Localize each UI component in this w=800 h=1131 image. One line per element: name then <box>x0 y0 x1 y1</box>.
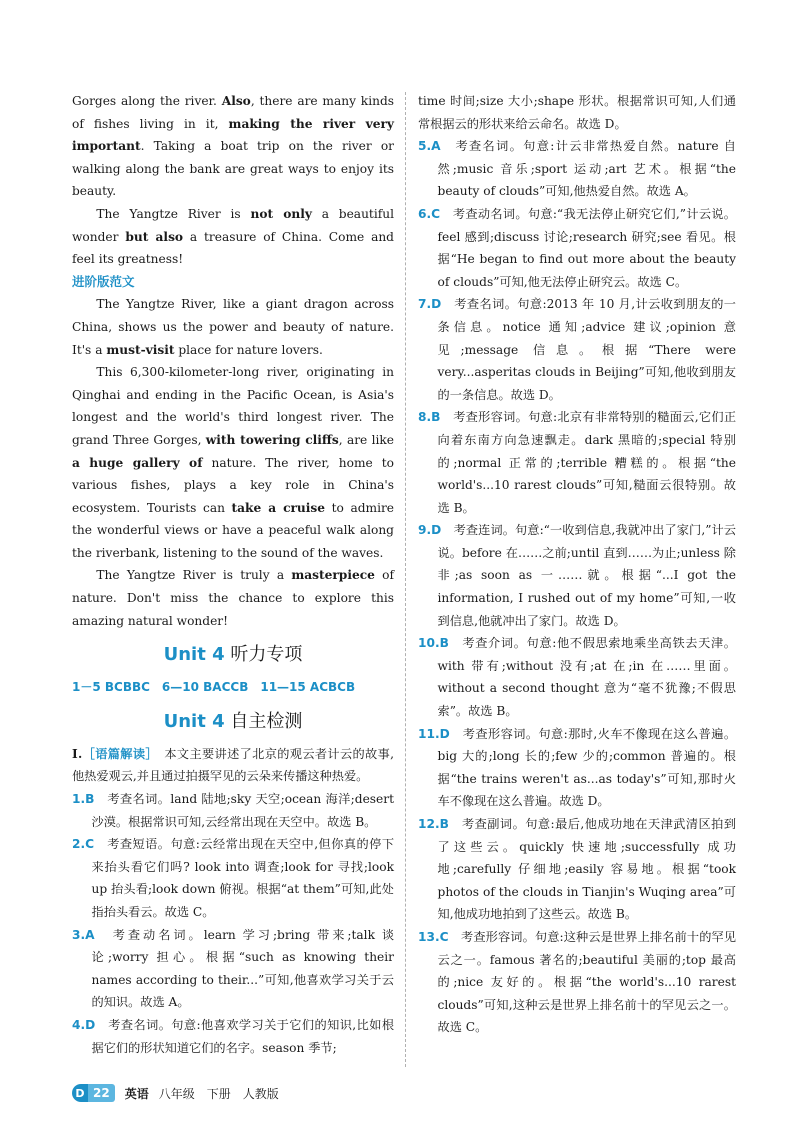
badge-letter: D <box>72 1084 88 1102</box>
right-column <box>418 90 736 1039</box>
answer-key: 13.C <box>418 929 449 944</box>
explanation-text: 考查副词。句意:最后,他成功地在天津武清区拍到了这些云。quickly 快速地;successfully 成功地;carefully 仔细地;easily 容易地。根据“took photos of the clouds in Tianjin's Wuqing area”可知,他成功地拍到了这些云。故选 B。 <box>437 817 737 922</box>
question-item <box>418 926 736 1039</box>
advanced-essay-heading: 进阶版范文 <box>72 273 135 289</box>
page-badge <box>72 1083 115 1103</box>
explanation-text: 考查形容词。句意:北京有非常特别的糙面云,它们正向着东南方向急速飘走。dark 黑暗的;special 特别的;normal 正常的;terrible 糟糕的。根据“the world's...10 rarest clouds”可知,糙面云很特别。故选 B。 <box>437 410 737 515</box>
essay-paragraph-1: Gorges along the river. Also, there are many kinds of fishes living in it, making the river very important. Taking a boat trip on the river or walking along the bank are great ways to enjoy its beauty. <box>72 94 394 199</box>
answer-key: 12.B <box>418 817 449 831</box>
explanation-text: 考查名词。句意:计云非常热爱自然。nature 自然;music 音乐;sport 运动;art 艺术。根据“the beauty of clouds”可知,他热爱自然。故选 A。 <box>437 139 736 199</box>
explanation-text: 考查介词。句意:他不假思索地乘坐高铁去天津。with 带有;without 没有;at 在;in 在……里面。without a second thought 意为“毫不犹豫;不假思索”。故选 B。 <box>437 636 736 719</box>
unit-label: Unit 4 <box>163 710 225 732</box>
essay-paragraph-5: The Yangtze River is truly a masterpiece of nature. Don't miss the chance to explore this amazing natural wonder! <box>72 568 394 628</box>
explanation-text: 考查形容词。句意:这种云是世界上排名前十的罕见云之一。famous 著名的;beautiful 美丽的;top 最高的;nice 友好的。根据“the world's...10 rarest clouds”可知,这种云是世界上排名前十的罕见云之一。故选 C。 <box>437 929 737 1035</box>
explanation-text: 考查形容词。句意:那时,火车不像现在这么普遍。big 大的;long 长的;few 少的;common 普遍的。根据“the trains weren't as...as today's”可知,那时火车不像现在这么普遍。故选 D。 <box>437 726 737 809</box>
unit-test-title <box>72 709 394 735</box>
answer-key: 11.D <box>418 726 450 741</box>
unit-name: 自主检测 <box>230 710 303 732</box>
unit-label: Unit 4 <box>163 644 225 666</box>
question-item <box>418 723 736 813</box>
answer-key: 1.B <box>72 792 95 807</box>
answer-key: 2.C <box>72 837 95 852</box>
question-item <box>72 924 394 1014</box>
column-divider <box>405 92 406 1067</box>
page-footer <box>72 1082 279 1104</box>
question-item <box>72 788 394 833</box>
essay-paragraph-2: The Yangtze River is not only a beautiful wonder but also a treasure of China. Come and feel its greatness! <box>72 206 394 267</box>
answer-key: 3.A <box>72 927 95 942</box>
right-question-list <box>418 135 736 1039</box>
book-meta: 八年级 下册 人教版 <box>158 1086 279 1101</box>
answer-key: 8.B <box>418 410 441 425</box>
essay-paragraph-3: The Yangtze River, like a giant dragon across China, shows us the power and beauty of nature. It's a must-visit place for nature lovers. <box>72 297 394 357</box>
answer-key: 10.B <box>418 636 449 651</box>
answer-key: 6.C <box>418 206 441 221</box>
question-item <box>72 1014 394 1059</box>
unit-name: 听力专项 <box>230 644 303 666</box>
left-question-list <box>72 788 394 1059</box>
section-number: Ⅰ. <box>72 746 83 761</box>
question-item <box>418 632 736 722</box>
answer-key: 5.A <box>418 139 441 154</box>
listening-answers: 1－5 BCBBC 6—10 BACCB 11—15 ACBCB <box>72 680 356 695</box>
question-item <box>418 293 736 406</box>
explanation-text: 考查名词。句意:2013 年 10 月,计云收到朋友的一条信息。notice 通知;advice 建议;opinion 意见;message 信息。根据“There were very...asperitas clouds in Beijing”可知,他收到朋友的一条信息。故选 D。 <box>437 297 736 402</box>
passage-analysis-text: 本文主要讲述了北京的观云者计云的故事,他热爱观云,并且通过拍摄罕见的云朵来传播这种热爱。 <box>72 746 395 784</box>
left-column <box>72 90 394 1059</box>
question-4-continuation: time 时间;size 大小;shape 形状。根据常识可知,人们通常根据云的形状来给云命名。故选 D。 <box>418 94 736 131</box>
page-number: 22 <box>88 1084 115 1102</box>
question-item <box>418 519 736 632</box>
question-item <box>418 135 736 203</box>
question-item <box>418 406 736 519</box>
question-item <box>418 203 736 293</box>
explanation-text: 考查短语。句意:云经常出现在天空中,但你真的停下来抬头看它们吗? look into 调查;look for 寻找;look up 抬头看;look down 俯视。根据“at them”可知,此处指抬头看云。故选 C。 <box>91 837 395 919</box>
question-item <box>72 833 394 923</box>
explanation-text: 考查动名词。learn 学习;bring 带来;talk 谈论;worry 担心。根据“such as knowing their names according to their...”可知,他喜欢学习关于云的知识。故选 A。 <box>91 927 395 1010</box>
explanation-text: 考查名词。land 陆地;sky 天空;ocean 海洋;desert 沙漠。根据常识可知,云经常出现在天空中。故选 B。 <box>91 792 394 829</box>
essay-paragraph-4: This 6,300-kilometer-long river, originating in Qinghai and ending in the Pacific Ocean, is Asia's longest and the world's third longest river. The grand Three Gorges, with towering cliffs, are like a huge gallery of nature. The river, home to various fishes, plays a key role in China's ecosystem. Tourists can take a cruise to admire the wonderful views or have a peaceful walk along the riverbank, listening to the sound of the waves. <box>72 365 395 560</box>
explanation-text: 考查连词。句意:“一收到信息,我就冲出了家门,”计云说。before 在……之前;until 直到……为止;unless 除非;as soon as 一……就。根据“...I got the information, I rushed out of my home”可知,一收到信息,他就冲出了家门。故选 D。 <box>437 523 736 628</box>
unit-listening-title <box>72 642 394 668</box>
answer-key: 4.D <box>72 1017 96 1032</box>
explanation-text: 考查动名词。句意:“我无法停止研究它们,”计云说。feel 感到;discuss 讨论;research 研究;see 看见。根据“He began to find out more about the beauty of clouds”可知,他无法停止研究云。故选 C。 <box>437 206 736 289</box>
subject-label: 英语 <box>124 1086 149 1101</box>
question-item <box>418 813 736 926</box>
passage-analysis-tag: ［语篇解读］ <box>82 746 152 761</box>
answer-key: 7.D <box>418 297 442 312</box>
answer-key: 9.D <box>418 523 442 538</box>
section-1-intro <box>72 743 394 788</box>
explanation-text: 考查名词。句意:他喜欢学习关于它们的知识,比如根据它们的形状知道它们的名字。season 季节; <box>91 1017 395 1055</box>
